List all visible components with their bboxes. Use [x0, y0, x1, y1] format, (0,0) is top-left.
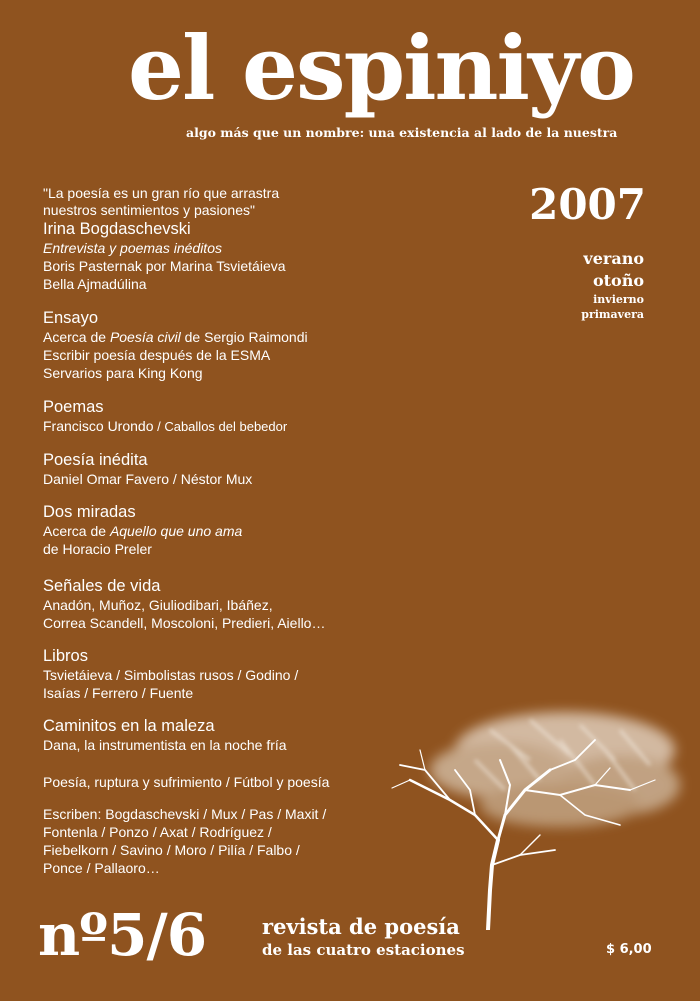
interview-quote-line: "La poesía es un gran río que arrastra	[43, 185, 280, 201]
subtitle-line: revista de poesía	[262, 914, 460, 939]
subtitle-line: de las cuatro estaciones	[262, 941, 465, 959]
libros-item: Tsvietáieva / Simbolistas rusos / Godino /	[43, 667, 299, 683]
section-heading-poemas: Poemas	[43, 398, 104, 416]
interview-block	[43, 185, 403, 293]
section-heading-libros: Libros	[43, 647, 88, 665]
interview-name: Irina Bogdaschevski	[43, 220, 191, 238]
ensayo-item	[43, 328, 403, 346]
libros-item: Isaías / Ferrero / Fuente	[43, 685, 194, 701]
escriben-line: Fiebelkorn / Savino / Moro / Pilía / Falbo /	[43, 842, 300, 858]
ensayo-block	[43, 308, 403, 382]
section-heading-inedita: Poesía inédita	[43, 451, 148, 469]
miradas-item: de Horacio Preler	[43, 541, 152, 557]
escriben-line: Ponce / Pallaoro…	[43, 860, 160, 876]
interview-quote-line: nuestros sentimientos y pasiones"	[43, 202, 255, 218]
inedita-block	[43, 450, 403, 488]
libros-block	[43, 646, 403, 702]
senales-item: Anadón, Muñoz, Giuliodibari, Ibáñez,	[43, 597, 273, 613]
miradas-item-title: Aquello que uno ama	[109, 523, 243, 539]
ensayo-item-title: Poesía civil	[109, 329, 181, 345]
caminitos-block	[43, 716, 403, 754]
issue-number: nº5/6	[38, 901, 207, 969]
poemas-author: Francisco Urondo	[43, 418, 154, 434]
section-heading-senales: Señales de vida	[43, 577, 161, 595]
section-heading-ensayo: Ensayo	[43, 309, 99, 327]
interview-item: Boris Pasternak por Marina Tsvietáieva	[43, 258, 286, 274]
ensayo-item: Servarios para King Kong	[43, 365, 203, 381]
section-heading-miradas: Dos miradas	[43, 503, 136, 521]
tagline: algo más que un nombre: una existencia al lado de la nuestra	[186, 125, 618, 140]
season-primavera: primavera	[581, 308, 644, 321]
senales-item: Correa Scandell, Moscoloni, Predieri, Aiello…	[43, 615, 326, 631]
poemas-block	[43, 397, 403, 436]
escriben-block	[43, 805, 403, 877]
poemas-item	[43, 417, 403, 436]
interview-item: Bella Ajmadúlina	[43, 276, 147, 292]
ruptura-block	[43, 773, 403, 791]
miradas-block	[43, 502, 403, 558]
ensayo-item-text: de Sergio Raimondi	[180, 329, 308, 345]
ensayo-item-text: Acerca de	[43, 329, 110, 345]
table-of-contents	[43, 185, 403, 877]
escriben-line: Fontenla / Ponzo / Axat / Rodríguez /	[43, 824, 272, 840]
escriben-line: Escriben: Bogdaschevski / Mux / Pas / Maxit /	[43, 806, 327, 822]
season-invierno: invierno	[593, 293, 644, 306]
season-verano: verano	[583, 249, 644, 268]
price-label: $ 6,00	[606, 942, 652, 957]
issue-year: 2007	[529, 180, 646, 229]
seasons-list	[581, 248, 644, 322]
miradas-item-text: Acerca de	[43, 523, 110, 539]
poemas-title: / Caballos del bebedor	[153, 419, 288, 434]
interview-subtitle: Entrevista y poemas inéditos	[43, 240, 222, 256]
magazine-subtitle	[262, 914, 465, 960]
caminitos-item: Dana, la instrumentista en la noche fría	[43, 737, 287, 753]
ensayo-item: Escribir poesía después de la ESMA	[43, 347, 271, 363]
ruptura-item: Poesía, ruptura y sufrimiento / Fútbol y poesía	[43, 774, 330, 790]
senales-block	[43, 576, 403, 632]
magazine-title: el espiniyo	[128, 16, 634, 120]
miradas-item	[43, 522, 403, 540]
tree-illustration-icon	[380, 690, 700, 930]
inedita-item: Daniel Omar Favero / Néstor Mux	[43, 471, 253, 487]
section-heading-caminitos: Caminitos en la maleza	[43, 717, 215, 735]
season-otono: otoño	[592, 271, 644, 290]
